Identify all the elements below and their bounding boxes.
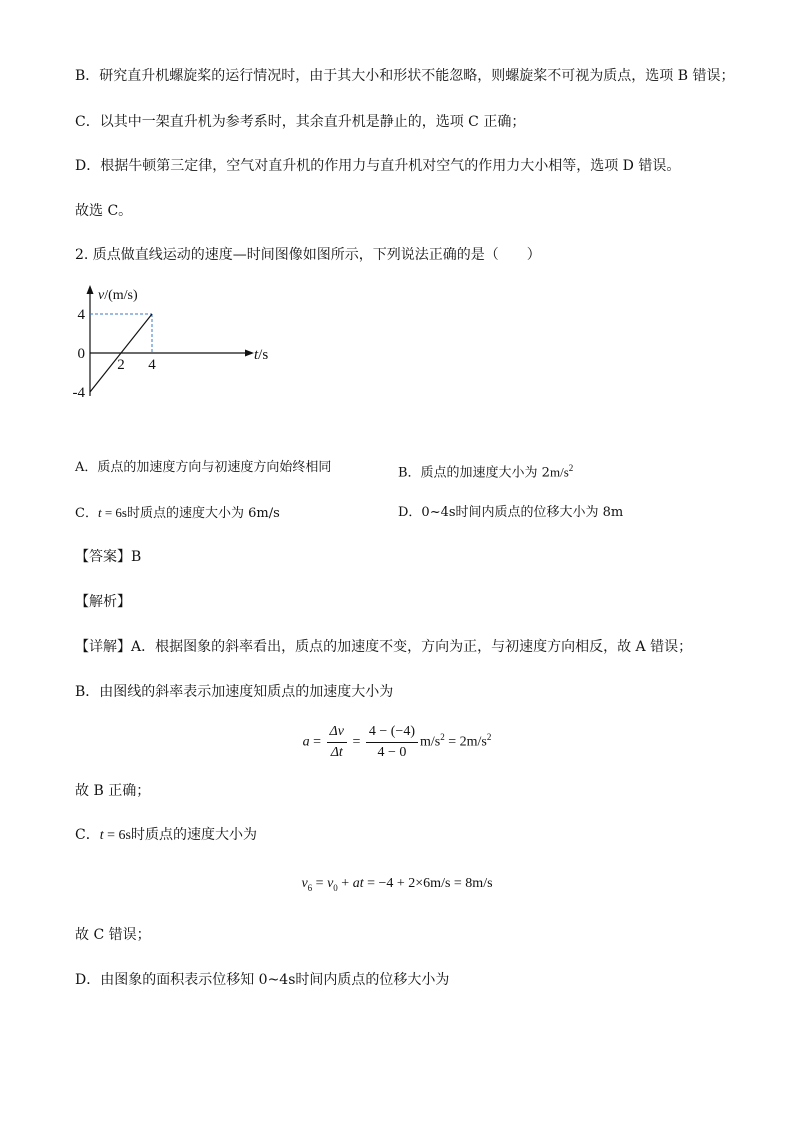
formula1-den1: Δt [330, 745, 343, 760]
option-b [398, 458, 573, 483]
formula1-frac2 [366, 722, 418, 763]
text-line-choose-c: 故选 C。 [75, 203, 133, 219]
formula1-lhs: a [302, 734, 310, 750]
text-line-option-b-previous: B．研究直升机螺旋桨的运行情况时，由于其大小和形状不能忽略，则螺旋桨不可视为质点，选项 B 错误； [75, 68, 735, 84]
option-c [75, 503, 280, 524]
formula1-unit1-exp: 2 [440, 732, 445, 743]
detail-c-suffix: 时质点的速度大小为 [130, 827, 257, 843]
question-2-stem: 2. 质点做直线运动的速度—时间图像如图所示，下列说法正确的是（ ） [75, 247, 541, 263]
detail-a: 【详解】A．根据图象的斜率看出，质点的加速度不变，方向为正，与初速度方向相反，故 A 错误； [75, 639, 693, 655]
answer-label: 【答案】 [75, 549, 131, 565]
y-tick-label-3: -4 [72, 385, 85, 401]
option-b-text: B．质点的加速度大小为 2 [398, 465, 550, 481]
option-c-suffix: 时质点的速度大小为 6m/s [126, 506, 280, 521]
y-tick-label-2: 0 [77, 346, 85, 362]
detail-d: D．由图象的面积表示位移知 0~4s时间内质点的位移大小为 [75, 972, 450, 988]
answer-value: B [131, 549, 142, 565]
option-c-label: C． [75, 506, 98, 521]
detail-c-t: t [99, 828, 104, 843]
option-c-t: t [97, 505, 102, 520]
option-c-eq: = 6s [101, 505, 127, 520]
formula-acceleration [0, 722, 794, 763]
formula2-v0-sub: 0 [333, 882, 338, 893]
formula1-eq1: = [309, 734, 325, 750]
formula2-rest: = −4 + 2×6m/s = 8m/s [363, 876, 493, 891]
detail-b-result: 故 B 正确； [75, 783, 151, 799]
velocity-time-chart [70, 282, 270, 407]
y-axis-label: v/(m/s) [98, 288, 138, 303]
formula2-eq1: = [312, 876, 328, 891]
formula1-eq3: = 2m/s [444, 734, 487, 750]
option-b-exponent: 2 [568, 463, 574, 473]
formula1-frac1 [327, 722, 347, 763]
text-line-option-d-previous: D．根据牛顿第三定律，空气对直升机的作用力与直升机对空气的作用力大小相等，选项 D 错误。 [75, 158, 681, 174]
detail-c-eq: = 6s [103, 828, 131, 843]
formula1-num2: 4 − (−4) [366, 722, 418, 743]
y-axis-arrow [87, 285, 94, 294]
y-tick-label-1: 4 [77, 307, 85, 323]
x-tick-label-1: 2 [117, 357, 125, 373]
x-tick-label-2: 4 [148, 357, 156, 373]
formula2-v6: v [301, 876, 308, 891]
analysis-label: 【解析】 [75, 594, 131, 610]
formula2-v6-sub: 6 [307, 882, 313, 893]
option-b-unit: m/s [549, 464, 569, 480]
detail-c [75, 825, 257, 846]
detail-b: B．由图线的斜率表示加速度知质点的加速度大小为 [75, 684, 394, 700]
formula1-unit1: m/s [420, 734, 441, 750]
text-line-option-c-previous: C．以其中一架直升机为参考系时，其余直升机是静止的，选项 C 正确； [75, 114, 526, 130]
formula2-plus: + [337, 876, 353, 891]
formula1-unit2-exp: 2 [486, 732, 492, 743]
formula2-at: at [352, 876, 364, 891]
option-d: D．0~4s时间内质点的位移大小为 8m [398, 505, 624, 520]
x-axis-arrow [245, 350, 254, 357]
detail-c-result: 故 C 错误； [75, 927, 151, 943]
answer-line [75, 547, 141, 567]
formula1-den2: 4 − 0 [377, 745, 407, 760]
formula-velocity [0, 874, 794, 898]
option-a: A．质点的加速度方向与初速度方向始终相同 [75, 460, 332, 475]
detail-c-label: C． [75, 827, 100, 843]
x-axis-label: t/s [254, 347, 269, 363]
formula2-v0: v [327, 876, 334, 891]
formula1-num1: Δv [327, 722, 347, 743]
formula1-eq2: = [348, 734, 364, 750]
